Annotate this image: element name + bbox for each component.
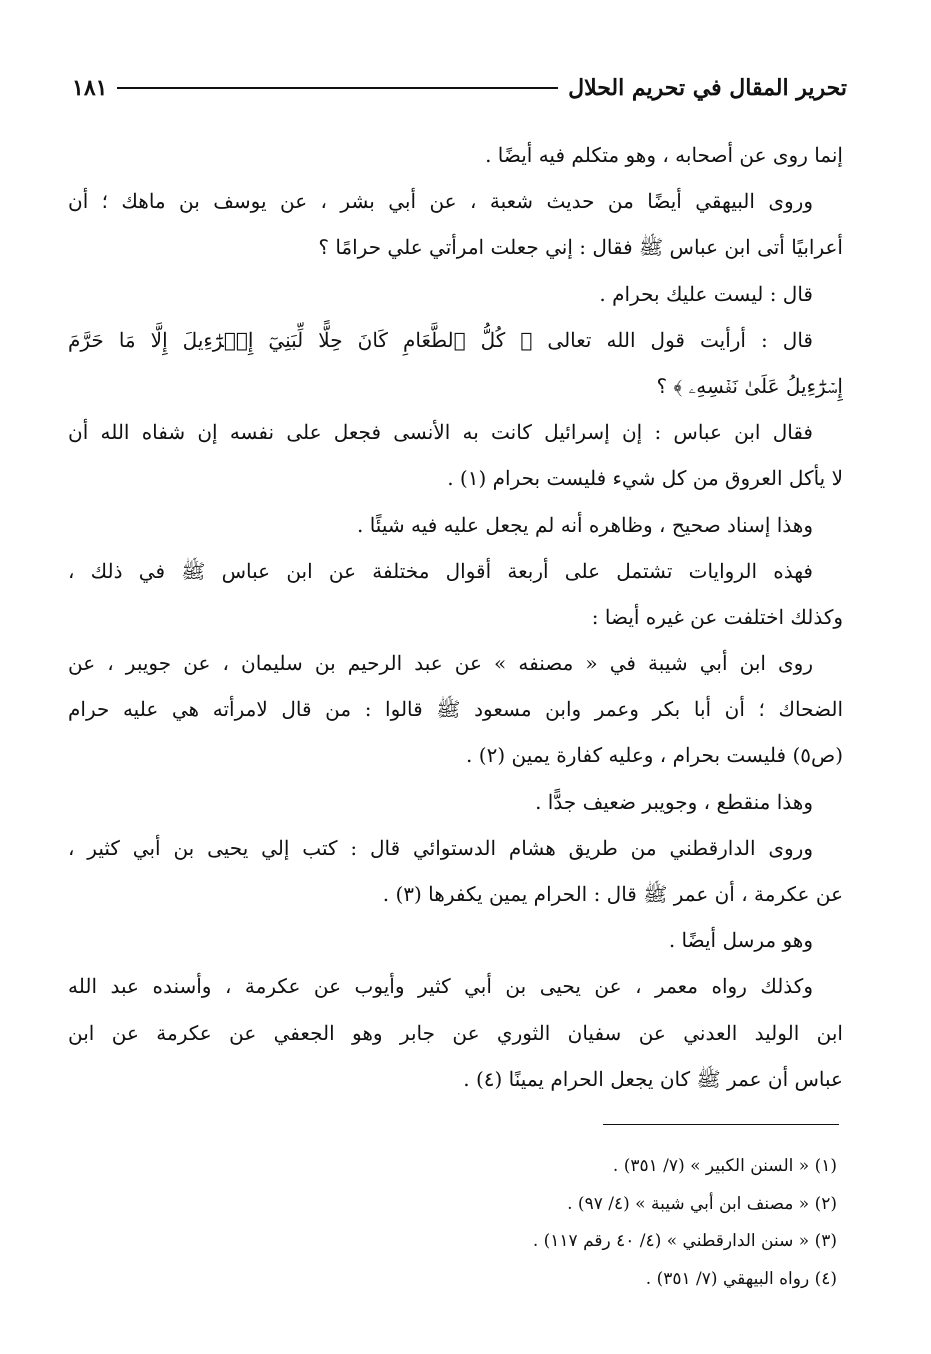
page-number: ١٨١ bbox=[72, 75, 108, 101]
text-line: وكذلك اختلفت عن غيره أيضا : bbox=[591, 604, 843, 629]
text-line: فقال ابن عباس : إن إسرائيل كانت به الأنسى فجعل على نفسه إن شفاه الله أن bbox=[68, 420, 813, 445]
text-line: الضحاك ؛ أن أبا بكر وعمر وابن مسعود ﷺ قالوا : من قال لامرأته هي عليه حرام bbox=[68, 697, 843, 722]
footnote: (٤) رواه البيهقي (٧/ ٣٥١) . bbox=[645, 1268, 837, 1289]
text-line: ابن الوليد العدني عن سفيان الثوري عن جابر وهو الجعفي عن عكرمة عن ابن bbox=[68, 1020, 843, 1045]
text-line: أعرابيًا أتى ابن عباس ﷺ فقال : إني جعلت امرأتي علي حرامًا ؟ bbox=[318, 235, 843, 260]
text-line: فهذه الروايات تشتمل على أربعة أقوال مختلفة عن ابن عباس ﷺ في ذلك ، bbox=[68, 558, 813, 583]
footnote: (٢) « مصنف ابن أبي شيبة » (٤/ ٩٧) . bbox=[567, 1193, 837, 1214]
text-line: وكذلك رواه معمر ، عن يحيى بن أبي كثير وأيوب عن عكرمة ، وأسنده عبد الله bbox=[68, 974, 813, 999]
footnote: (١) « السنن الكبير » (٧/ ٣٥١) . bbox=[612, 1156, 837, 1176]
footnote: (٣) « سنن الدارقطني » (٤/ ٤٠ رقم ١١٧) . bbox=[532, 1231, 837, 1251]
quran-verse-line: إِسۡرَٰٓءِيلُ عَلَىٰ نَفۡسِهِۦ ﴾ ؟ bbox=[656, 373, 843, 398]
footnote-separator bbox=[603, 1124, 839, 1125]
text-line: وروى الدارقطني من طريق هشام الدستوائي قال : كتب إلي يحيى بن أبي كثير ، bbox=[68, 835, 813, 860]
text-line: قال : ليست عليك بحرام . bbox=[599, 281, 813, 306]
footnotes bbox=[68, 1148, 837, 1298]
text-line: إنما روى عن أصحابه ، وهو متكلم فيه أيضًا . bbox=[485, 143, 843, 167]
running-title: تحرير المقال في تحريم الحلال bbox=[568, 75, 847, 101]
text-line: لا يأكل العروق من كل شيء فليست بحرام (١) . bbox=[447, 466, 843, 491]
text-line: (ص٥) فليست بحرام ، وعليه كفارة يمين (٢) . bbox=[466, 743, 843, 768]
header-rule bbox=[117, 87, 558, 89]
text-line: وهو مرسل أيضًا . bbox=[668, 928, 813, 953]
body-text bbox=[68, 132, 843, 1102]
quran-verse-line: قال : أرأيت قول الله تعالى ﴿ كُلُّ ٱلطَّعَامِ كَانَ حِلًّا لِّبَنِيٓ إِسۡرَٰٓءِيلَ إِلَّا مَا حَرَّمَ bbox=[68, 327, 813, 352]
text-line: عباس أن عمر ﷺ كان يجعل الحرام يمينًا (٤) . bbox=[463, 1066, 843, 1091]
text-line: وروى البيهقي أيضًا من حديث شعبة ، عن أبي بشر ، عن يوسف بن ماهك ؛ أن bbox=[68, 189, 813, 214]
text-line: روى ابن أبي شيبة في « مصنفه » عن عبد الرحيم بن سليمان ، عن جويبر ، عن bbox=[68, 651, 813, 676]
text-line: وهذا منقطع ، وجويبر ضعيف جدًّا . bbox=[535, 789, 813, 814]
text-line: عن عكرمة ، أن عمر ﷺ قال : الحرام يمين يكفرها (٣) . bbox=[382, 882, 843, 906]
running-header bbox=[72, 68, 847, 108]
text-line: وهذا إسناد صحيح ، وظاهره أنه لم يجعل عليه فيه شيئًا . bbox=[357, 512, 813, 537]
